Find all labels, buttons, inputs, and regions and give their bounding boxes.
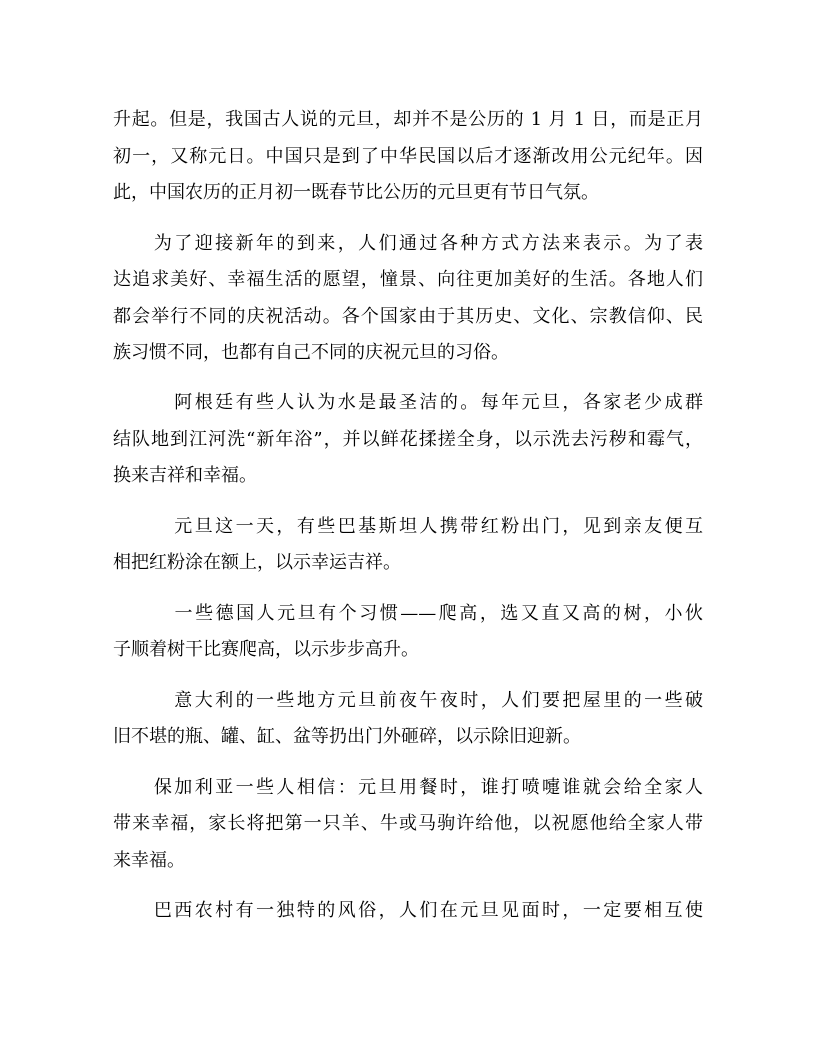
text-line: 一些德国人元旦有个习惯——爬高，选又直又高的树，小伙 bbox=[113, 603, 703, 624]
text-line: 元旦这一天，有些巴基斯坦人携带红粉出门，见到亲友便互 bbox=[113, 516, 703, 537]
text-line: 都会举行不同的庆祝活动。各个国家由于其历史、文化、宗教信仰、民 bbox=[113, 306, 703, 327]
text-line: 巴西农村有一独特的风俗，人们在元旦见面时，一定要相互使 bbox=[113, 900, 703, 921]
text-line: 意大利的一些地方元旦前夜午夜时，人们要把屋里的一些破 bbox=[113, 690, 703, 711]
text-line: 初一，又称元日。中国只是到了中华民国以后才逐渐改用公元纪年。因 bbox=[113, 146, 703, 167]
text-line: 来幸福。 bbox=[113, 850, 185, 871]
text-line: 为了迎接新年的到来，人们通过各种方式方法来表示。为了表 bbox=[113, 233, 703, 254]
text-line: 子顺着树干比赛爬高，以示步步高升。 bbox=[113, 639, 419, 660]
text-line: 换来吉祥和幸福。 bbox=[113, 465, 257, 486]
text-line: 升起。但是，我国古人说的元旦，却并不是公历的 1 月 1 日，而是正月 bbox=[113, 109, 703, 130]
text-line: 相把红粉涂在额上，以示幸运吉祥。 bbox=[113, 552, 401, 573]
text-line: 结队地到江河洗“新年浴”，并以鲜花揉搓全身，以示洗去污秽和霉气， bbox=[113, 429, 703, 450]
text-line: 带来幸福，家长将把第一只羊、牛或马驹许给他，以祝愿他给全家人带 bbox=[113, 813, 703, 834]
text-line: 此，中国农历的正月初一既春节比公历的元旦更有节日气氛。 bbox=[113, 182, 599, 203]
text-line: 阿根廷有些人认为水是最圣洁的。每年元旦，各家老少成群 bbox=[113, 392, 703, 413]
text-line: 族习惯不同，也都有自己不同的庆祝元旦的习俗。 bbox=[113, 342, 509, 363]
text-line: 保加利亚一些人相信：元旦用餐时，谁打喷嚏谁就会给全家人 bbox=[113, 777, 703, 798]
text-line: 达追求美好、幸福生活的愿望，憧景、向往更加美好的生活。各地人们 bbox=[113, 269, 703, 290]
text-line: 旧不堪的瓶、罐、缸、盆等扔出门外砸碎，以示除旧迎新。 bbox=[113, 726, 581, 747]
